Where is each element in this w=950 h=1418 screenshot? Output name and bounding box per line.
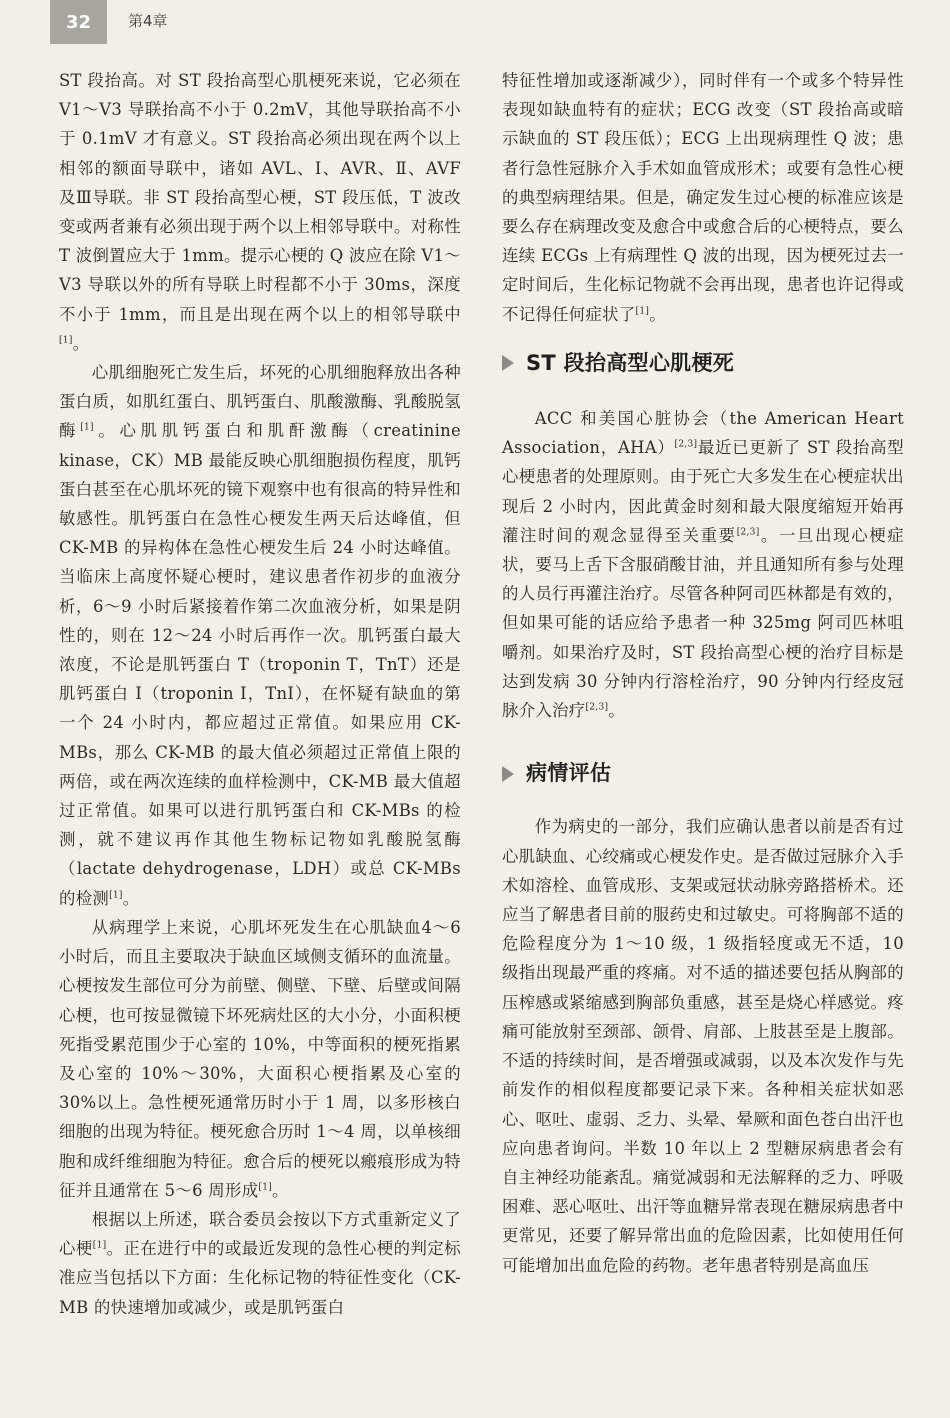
paragraph-text: 。 [608,701,625,721]
paragraph-text: 。 [649,304,666,324]
paragraph-text: 从病理学上来说，心肌坏死发生在心肌缺血4～6 小时后，而且主要取决于缺血区域侧支循环的血流量。心梗按发生部位可分为前壁、侧壁、下壁、后壁或间隔心梗，也可按显微镜下坏死病灶区的大小分，小面积梗死指受累范围少于心室的 10%，中等面积的梗死指累及心室的 10%～30%，大面积心梗指累及心室的 30%以上。急性梗死通常历时小于 1 周，以多形核白细胞的出现为特征。梗死愈合历时 1～4 周，以单核细胞和成纤维细胞为特征。愈合后的梗死以瘢痕形成为特征并且通常在 5～6 周形成 [59,917,461,1200]
citation: [1] [109,890,123,901]
citation: [1] [59,335,73,346]
left-column [59,66,461,1322]
paragraph-text: 根据以上所述，联合委员会按以下方式重新定义了心梗 [59,1209,461,1259]
citation: [1] [80,422,94,433]
paragraph [502,66,904,329]
citation: [1] [92,1240,107,1251]
paragraph [59,913,461,1205]
right-column [502,66,904,1280]
triangle-marker-icon [502,355,514,371]
page-number: 32 [50,0,107,44]
triangle-marker-icon [502,766,514,782]
paragraph [502,812,904,1279]
paragraph [59,358,461,913]
paragraph-text: ST 段抬高。对 ST 段抬高型心肌梗死来说，它必须在 V1～V3 导联抬高不小于 0.2mV，其他导联抬高不小于 0.1mV 才有意义。ST 段抬高必须出现在两个以上相邻的额面导联中，诸如 AVL、Ⅰ、AVR、Ⅱ、AVF 及Ⅲ导联。非 ST 段抬高型心梗，ST 段压低，T 波改变或两者兼有必须出现于两个以上相邻导联中。对称性 T 波倒置应大于 1mm。提示心梗的 Q 波应在除 V1～V3 导联以外的所有导联上时程都不小于 30ms，深度不小于 1mm，而且是出现在两个以上的相邻导联中 [59,71,461,324]
paragraph-text: 。心肌肌钙蛋白和肌酐激酶（creatinine kinase，CK）MB 最能反映心肌细胞损伤程度，肌钙蛋白甚至在心肌坏死的镜下观察中也有很高的特异性和敏感性。肌钙蛋白在急性心梗发生两天后达峰值，但 CK-MB 的异构体在急性心梗发生后 24 小时达峰值。当临床上高度怀疑心梗时，建议患者作初步的血液分析，6～9 小时后紧接着作第二次血液分析，如果是阴性的，则在 12～24 小时后再作一次。肌钙蛋白最大浓度，不论是肌钙蛋白 T（troponin T，TnT）还是肌钙蛋白 I（troponin I，TnI），在怀疑有缺血的第一个 24 小时内，都应超过正常值。如果应用 CK-MBs，那么 CK-MB 的最大值必须超过正常值上限的两倍，或在两次连续的血样检测中，CK-MB 最大值超过正常值。如果可以进行肌钙蛋白和 CK-MBs 的检测，就不建议再作其他生物标记物如乳酸脱氢酶（lactate dehydrogenase，LDH）或总 CK-MBs 的检测 [59,421,461,908]
citation: [2,3] [736,527,760,538]
paragraph-text: 最近已更新了 ST 段抬高型心梗患者的处理原则。由于死亡大多发生在心梗症状出现后 2 小时内，因此黄金时刻和最大限度缩短开始再灌注时间的观念显得至关重要 [502,438,904,545]
paragraph-text: 心肌细胞死亡发生后，坏死的心肌细胞释放出各种蛋白质，如肌红蛋白、肌钙蛋白、肌酸激酶、乳酸脱氢酶 [59,363,461,441]
chapter-label: 第4章 [128,12,168,30]
section-heading-assessment [502,759,904,788]
section-title: 病情评估 [526,761,612,786]
paragraph-text: 。 [122,888,140,908]
citation: [2,3] [674,439,698,450]
section-title: ST 段抬高型心肌梗死 [526,350,735,375]
citation: [2,3] [585,702,609,713]
paragraph [59,66,461,358]
paragraph-text: 。一旦出现心梗症状，要马上舌下含服硝酸甘油，并且通知所有参与处理的人员行再灌注治疗。尽管各种阿司匹林都是有效的，但如果可能的话应给予患者一种 325mg 阿司匹林咀嚼剂。如果治疗及时，ST 段抬高型心梗的治疗目标是达到发病 30 分钟内行溶栓治疗，90 分钟内行经皮冠脉介入治疗 [502,525,904,721]
paragraph-text: 。正在进行中的或最近发现的急性心梗的判定标准应当包括以下方面：生化标记物的特征性变化（CK-MB 的快速增加或减少，或是肌钙蛋白 [59,1239,461,1317]
paragraph-text: ACC 和美国心脏协会（the American Heart Association，AHA） [502,409,904,458]
section-heading-stemi [502,349,904,378]
paragraph [502,404,904,725]
citation: [1] [635,306,650,317]
citation: [1] [258,1182,273,1193]
paragraph-text: 。 [272,1180,289,1200]
paragraph [59,1205,461,1322]
paragraph-text: 。 [72,333,90,353]
paragraph-text: 特征性增加或逐渐减少），同时伴有一个或多个特异性表现如缺血特有的症状；ECG 改变（ST 段抬高或暗示缺血的 ST 段压低）；ECG 上出现病理性 Q 波；患者行急性冠脉介入手术如血管成形术；或要有急性心梗的典型病理结果。但是，确定发生过心梗的标准应该是要么存在病理改变及愈合中或愈合后的心梗特点，要么连续 ECGs 上有病理性 Q 波的出现，因为梗死过去一定时间后，生化标记物就不会再出现，患者也许记得或不记得任何症状了 [502,71,904,324]
paragraph-text: 作为病史的一部分，我们应确认患者以前是否有过心肌缺血、心绞痛或心梗发作史。是否做过冠脉介入手术如溶栓、血管成形、支架或冠状动脉旁路搭桥术。还应当了解患者目前的服药史和过敏史。可将胸部不适的危险程度分为 1～10 级，1 级指轻度或无不适，10 级指出现最严重的疼痛。对不适的描述要包括从胸部的压榨感或紧缩感到胸部负重感，甚至是烧心样感觉。疼痛可能放射至颈部、颌骨、肩部、上肢甚至是上腹部。不适的持续时间，是否增强或减弱，以及本次发作与先前发作的相似程度都要记录下来。各种相关症状如恶心、呕吐、虚弱、乏力、头晕、晕厥和面色苍白出汗也应向患者询问。半数 10 年以上 2 型糖尿病患者会有自主神经功能紊乱。痛觉减弱和无法解释的乏力、呼吸困难、恶心呕吐、出汗等血糖异常表现在糖尿病患者中更常见，还要了解异常出血的危险因素，比如使用任何可能增加出血危险的药物。老年患者特别是高血压 [502,817,904,1275]
